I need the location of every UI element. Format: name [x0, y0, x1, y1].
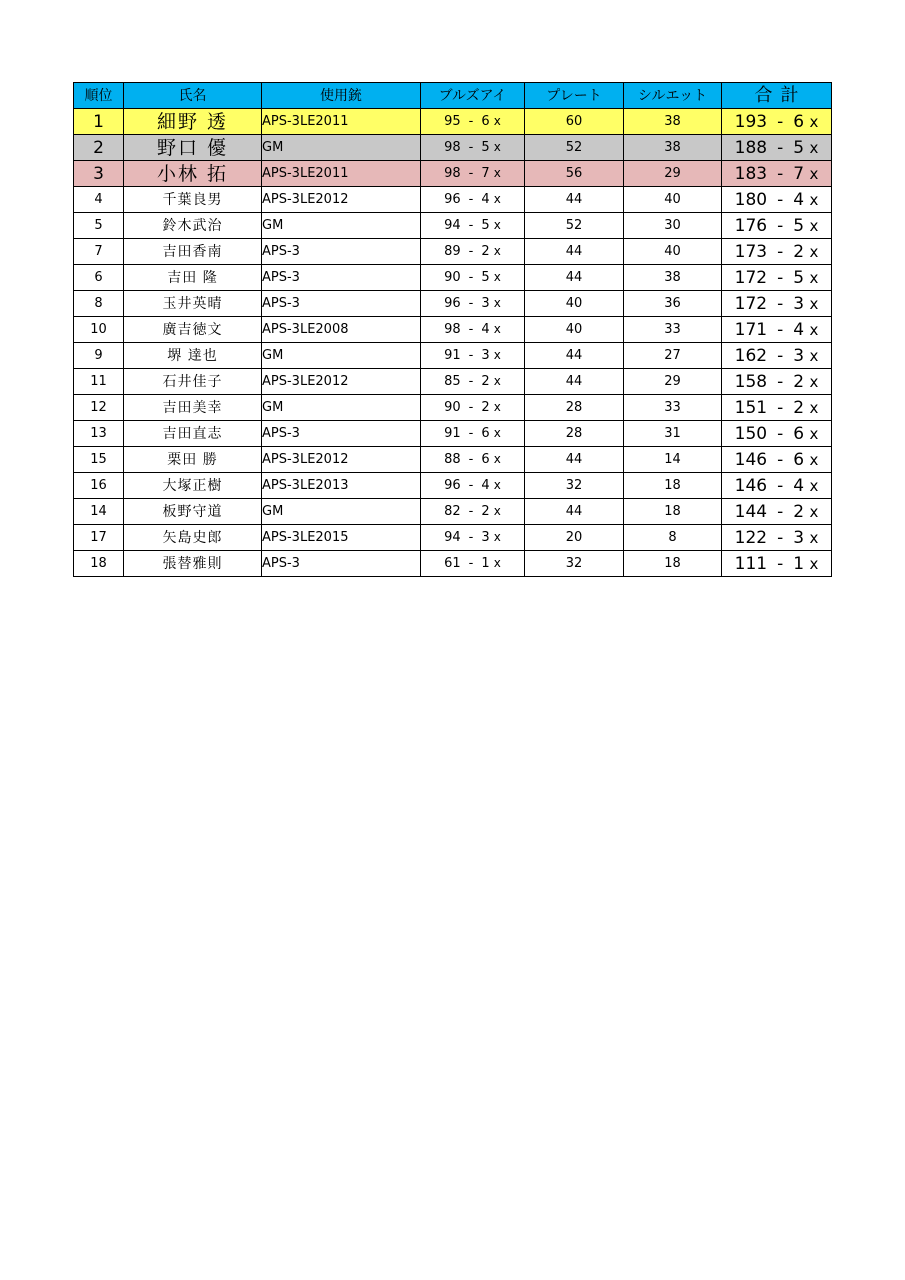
- results-body: [74, 109, 832, 577]
- plate-cell: 32: [525, 473, 624, 499]
- total-score: 150: [734, 423, 768, 444]
- total-x-count: 3: [793, 527, 805, 548]
- gun-cell: GM: [262, 395, 421, 421]
- rank-cell: 4: [74, 187, 124, 213]
- x-label: x: [493, 322, 501, 336]
- rank-cell: 9: [74, 343, 124, 369]
- total-score: 122: [734, 527, 768, 548]
- name-cell: 矢島史郎: [124, 525, 262, 551]
- gun-cell: APS-3: [262, 239, 421, 265]
- plate-cell: 44: [525, 447, 624, 473]
- rank-cell: 16: [74, 473, 124, 499]
- bullseye-score: 96: [444, 192, 461, 207]
- gun-cell: APS-3: [262, 421, 421, 447]
- bullseye-x-count: 4: [481, 478, 490, 493]
- bullseye-score: 98: [444, 322, 461, 337]
- table-row: [74, 421, 832, 447]
- dash: -: [468, 296, 474, 311]
- bullseye-cell: [421, 161, 525, 187]
- x-label: x: [809, 112, 819, 131]
- total-x-count: 6: [793, 449, 805, 470]
- gun-cell: APS-3: [262, 551, 421, 577]
- total-score: 158: [734, 371, 768, 392]
- total-score: 188: [734, 137, 768, 158]
- x-label: x: [809, 320, 819, 339]
- silhouette-cell: 14: [624, 447, 722, 473]
- silhouette-cell: 36: [624, 291, 722, 317]
- results-table: [73, 82, 832, 577]
- rank-cell: 18: [74, 551, 124, 577]
- gun-cell: GM: [262, 135, 421, 161]
- bullseye-score: 82: [444, 504, 461, 519]
- bullseye-score: 91: [444, 426, 461, 441]
- dash: -: [468, 452, 474, 467]
- bullseye-x-count: 3: [481, 348, 490, 363]
- bullseye-cell: [421, 343, 525, 369]
- dash: -: [468, 166, 474, 181]
- bullseye-cell: [421, 473, 525, 499]
- table-row: [74, 187, 832, 213]
- gun-cell: APS-3LE2011: [262, 109, 421, 135]
- gun-cell: APS-3: [262, 265, 421, 291]
- x-label: x: [809, 398, 819, 417]
- name-cell: 吉田香南: [124, 239, 262, 265]
- total-cell: [722, 213, 832, 239]
- x-label: x: [493, 478, 501, 492]
- dash: -: [777, 345, 784, 366]
- gun-cell: APS-3LE2012: [262, 447, 421, 473]
- x-label: x: [809, 242, 819, 261]
- x-label: x: [809, 450, 819, 469]
- x-label: x: [493, 400, 501, 414]
- dash: -: [777, 423, 784, 444]
- table-row: [74, 551, 832, 577]
- bullseye-x-count: 6: [481, 452, 490, 467]
- name-cell: 野口 優: [124, 135, 262, 161]
- silhouette-cell: 33: [624, 317, 722, 343]
- dash: -: [777, 163, 784, 184]
- bullseye-cell: [421, 525, 525, 551]
- x-label: x: [493, 140, 501, 154]
- dash: -: [777, 371, 784, 392]
- name-cell: 堺 達也: [124, 343, 262, 369]
- x-label: x: [809, 372, 819, 391]
- dash: -: [468, 192, 474, 207]
- total-cell: [722, 343, 832, 369]
- rank-cell: 7: [74, 239, 124, 265]
- bullseye-score: 85: [444, 374, 461, 389]
- name-cell: 張替雅則: [124, 551, 262, 577]
- name-cell: 吉田美幸: [124, 395, 262, 421]
- total-cell: [722, 291, 832, 317]
- x-label: x: [493, 296, 501, 310]
- total-cell: [722, 187, 832, 213]
- total-x-count: 7: [793, 163, 805, 184]
- table-row: [74, 395, 832, 421]
- total-score: 173: [734, 241, 768, 262]
- x-label: x: [809, 554, 819, 573]
- table-row: [74, 291, 832, 317]
- x-label: x: [493, 504, 501, 518]
- total-x-count: 3: [793, 293, 805, 314]
- bullseye-score: 94: [444, 218, 461, 233]
- dash: -: [468, 530, 474, 545]
- total-x-count: 6: [793, 111, 805, 132]
- x-label: x: [809, 502, 819, 521]
- table-row: [74, 135, 832, 161]
- x-label: x: [493, 374, 501, 388]
- total-cell: [722, 109, 832, 135]
- header-gun: 使用銃: [262, 83, 421, 109]
- silhouette-cell: 31: [624, 421, 722, 447]
- silhouette-cell: 38: [624, 109, 722, 135]
- gun-cell: APS-3LE2012: [262, 187, 421, 213]
- dash: -: [777, 475, 784, 496]
- bullseye-cell: [421, 109, 525, 135]
- x-label: x: [809, 528, 819, 547]
- total-x-count: 6: [793, 423, 805, 444]
- total-cell: [722, 135, 832, 161]
- x-label: x: [809, 190, 819, 209]
- x-label: x: [493, 530, 501, 544]
- dash: -: [468, 400, 474, 415]
- x-label: x: [809, 268, 819, 287]
- bullseye-x-count: 1: [481, 556, 490, 571]
- total-score: 144: [734, 501, 768, 522]
- dash: -: [777, 241, 784, 262]
- x-label: x: [809, 346, 819, 365]
- table-row: [74, 109, 832, 135]
- x-label: x: [493, 426, 501, 440]
- bullseye-cell: [421, 499, 525, 525]
- dash: -: [468, 504, 474, 519]
- total-score: 151: [734, 397, 768, 418]
- total-score: 111: [734, 553, 768, 574]
- total-x-count: 4: [793, 319, 805, 340]
- bullseye-cell: [421, 291, 525, 317]
- bullseye-x-count: 2: [481, 374, 490, 389]
- name-cell: 石井佳子: [124, 369, 262, 395]
- rank-cell: 1: [74, 109, 124, 135]
- name-cell: 廣吉徳文: [124, 317, 262, 343]
- dash: -: [468, 426, 474, 441]
- rank-cell: 10: [74, 317, 124, 343]
- plate-cell: 44: [525, 265, 624, 291]
- dash: -: [777, 553, 784, 574]
- dash: -: [468, 114, 474, 129]
- total-score: 176: [734, 215, 768, 236]
- total-x-count: 2: [793, 241, 805, 262]
- bullseye-x-count: 5: [481, 140, 490, 155]
- gun-cell: GM: [262, 499, 421, 525]
- bullseye-score: 91: [444, 348, 461, 363]
- silhouette-cell: 27: [624, 343, 722, 369]
- bullseye-x-count: 2: [481, 400, 490, 415]
- bullseye-score: 95: [444, 114, 461, 129]
- bullseye-score: 89: [444, 244, 461, 259]
- total-x-count: 2: [793, 501, 805, 522]
- total-cell: [722, 447, 832, 473]
- bullseye-x-count: 4: [481, 322, 490, 337]
- bullseye-score: 98: [444, 166, 461, 181]
- dash: -: [777, 501, 784, 522]
- plate-cell: 20: [525, 525, 624, 551]
- bullseye-cell: [421, 421, 525, 447]
- rank-cell: 6: [74, 265, 124, 291]
- silhouette-cell: 40: [624, 187, 722, 213]
- dash: -: [777, 215, 784, 236]
- plate-cell: 44: [525, 239, 624, 265]
- total-x-count: 2: [793, 371, 805, 392]
- bullseye-x-count: 3: [481, 296, 490, 311]
- total-score: 162: [734, 345, 768, 366]
- rank-cell: 3: [74, 161, 124, 187]
- silhouette-cell: 29: [624, 369, 722, 395]
- dash: -: [777, 527, 784, 548]
- dash: -: [468, 270, 474, 285]
- x-label: x: [809, 216, 819, 235]
- x-label: x: [493, 244, 501, 258]
- bullseye-x-count: 2: [481, 504, 490, 519]
- rank-cell: 13: [74, 421, 124, 447]
- dash: -: [777, 319, 784, 340]
- total-score: 193: [734, 111, 768, 132]
- table-row: [74, 473, 832, 499]
- table-row: [74, 265, 832, 291]
- silhouette-cell: 8: [624, 525, 722, 551]
- rank-cell: 11: [74, 369, 124, 395]
- bullseye-x-count: 5: [481, 270, 490, 285]
- silhouette-cell: 38: [624, 265, 722, 291]
- bullseye-cell: [421, 551, 525, 577]
- bullseye-score: 88: [444, 452, 461, 467]
- silhouette-cell: 38: [624, 135, 722, 161]
- table-row: [74, 161, 832, 187]
- total-x-count: 4: [793, 475, 805, 496]
- dash: -: [777, 137, 784, 158]
- total-cell: [722, 421, 832, 447]
- bullseye-cell: [421, 395, 525, 421]
- bullseye-score: 90: [444, 400, 461, 415]
- total-cell: [722, 395, 832, 421]
- dash: -: [777, 189, 784, 210]
- x-label: x: [493, 114, 501, 128]
- total-cell: [722, 317, 832, 343]
- dash: -: [468, 322, 474, 337]
- total-score: 183: [734, 163, 768, 184]
- x-label: x: [493, 452, 501, 466]
- bullseye-cell: [421, 369, 525, 395]
- silhouette-cell: 33: [624, 395, 722, 421]
- plate-cell: 56: [525, 161, 624, 187]
- name-cell: 小林 拓: [124, 161, 262, 187]
- total-x-count: 2: [793, 397, 805, 418]
- dash: -: [468, 218, 474, 233]
- total-x-count: 1: [793, 553, 805, 574]
- plate-cell: 28: [525, 421, 624, 447]
- total-score: 180: [734, 189, 768, 210]
- plate-cell: 40: [525, 291, 624, 317]
- total-cell: [722, 551, 832, 577]
- plate-cell: 60: [525, 109, 624, 135]
- x-label: x: [809, 164, 819, 183]
- bullseye-cell: [421, 213, 525, 239]
- bullseye-cell: [421, 265, 525, 291]
- rank-cell: 8: [74, 291, 124, 317]
- bullseye-score: 98: [444, 140, 461, 155]
- dash: -: [777, 111, 784, 132]
- gun-cell: APS-3LE2012: [262, 369, 421, 395]
- total-x-count: 5: [793, 137, 805, 158]
- bullseye-x-count: 4: [481, 192, 490, 207]
- silhouette-cell: 40: [624, 239, 722, 265]
- header-plate: プレート: [525, 83, 624, 109]
- total-cell: [722, 239, 832, 265]
- bullseye-cell: [421, 135, 525, 161]
- bullseye-x-count: 6: [481, 114, 490, 129]
- dash: -: [777, 293, 784, 314]
- name-cell: 吉田直志: [124, 421, 262, 447]
- gun-cell: APS-3LE2008: [262, 317, 421, 343]
- bullseye-cell: [421, 239, 525, 265]
- rank-cell: 12: [74, 395, 124, 421]
- total-cell: [722, 499, 832, 525]
- bullseye-x-count: 6: [481, 426, 490, 441]
- table-row: [74, 239, 832, 265]
- dash: -: [468, 348, 474, 363]
- dash: -: [777, 267, 784, 288]
- dash: -: [777, 449, 784, 470]
- total-cell: [722, 525, 832, 551]
- silhouette-cell: 30: [624, 213, 722, 239]
- total-x-count: 5: [793, 215, 805, 236]
- gun-cell: GM: [262, 343, 421, 369]
- x-label: x: [493, 270, 501, 284]
- gun-cell: APS-3LE2011: [262, 161, 421, 187]
- total-cell: [722, 369, 832, 395]
- total-score: 171: [734, 319, 768, 340]
- x-label: x: [809, 294, 819, 313]
- plate-cell: 52: [525, 213, 624, 239]
- bullseye-x-count: 3: [481, 530, 490, 545]
- header-silhouette: シルエット: [624, 83, 722, 109]
- dash: -: [468, 140, 474, 155]
- name-cell: 千葉良男: [124, 187, 262, 213]
- bullseye-x-count: 2: [481, 244, 490, 259]
- gun-cell: APS-3: [262, 291, 421, 317]
- total-score: 172: [734, 267, 768, 288]
- total-score: 146: [734, 475, 768, 496]
- total-x-count: 3: [793, 345, 805, 366]
- rank-cell: 14: [74, 499, 124, 525]
- x-label: x: [809, 138, 819, 157]
- table-row: [74, 525, 832, 551]
- bullseye-x-count: 7: [481, 166, 490, 181]
- silhouette-cell: 18: [624, 473, 722, 499]
- plate-cell: 32: [525, 551, 624, 577]
- plate-cell: 44: [525, 369, 624, 395]
- total-x-count: 4: [793, 189, 805, 210]
- header-row: [74, 83, 832, 109]
- x-label: x: [809, 424, 819, 443]
- bullseye-x-count: 5: [481, 218, 490, 233]
- name-cell: 栗田 勝: [124, 447, 262, 473]
- name-cell: 板野守道: [124, 499, 262, 525]
- plate-cell: 44: [525, 343, 624, 369]
- results-sheet: [73, 82, 832, 577]
- bullseye-cell: [421, 187, 525, 213]
- bullseye-score: 61: [444, 556, 461, 571]
- rank-cell: 17: [74, 525, 124, 551]
- x-label: x: [493, 218, 501, 232]
- rank-cell: 5: [74, 213, 124, 239]
- plate-cell: 28: [525, 395, 624, 421]
- bullseye-cell: [421, 317, 525, 343]
- header-rank: 順位: [74, 83, 124, 109]
- plate-cell: 52: [525, 135, 624, 161]
- total-cell: [722, 473, 832, 499]
- dash: -: [777, 397, 784, 418]
- dash: -: [468, 478, 474, 493]
- silhouette-cell: 29: [624, 161, 722, 187]
- rank-cell: 15: [74, 447, 124, 473]
- bullseye-cell: [421, 447, 525, 473]
- total-x-count: 5: [793, 267, 805, 288]
- table-row: [74, 369, 832, 395]
- total-score: 172: [734, 293, 768, 314]
- plate-cell: 40: [525, 317, 624, 343]
- x-label: x: [809, 476, 819, 495]
- bullseye-score: 96: [444, 478, 461, 493]
- rank-cell: 2: [74, 135, 124, 161]
- gun-cell: APS-3LE2015: [262, 525, 421, 551]
- name-cell: 玉井英晴: [124, 291, 262, 317]
- x-label: x: [493, 348, 501, 362]
- dash: -: [468, 244, 474, 259]
- x-label: x: [493, 166, 501, 180]
- name-cell: 大塚正樹: [124, 473, 262, 499]
- dash: -: [468, 374, 474, 389]
- bullseye-score: 90: [444, 270, 461, 285]
- silhouette-cell: 18: [624, 551, 722, 577]
- name-cell: 吉田 隆: [124, 265, 262, 291]
- table-row: [74, 499, 832, 525]
- total-score: 146: [734, 449, 768, 470]
- header-total: 合計: [722, 83, 832, 109]
- plate-cell: 44: [525, 499, 624, 525]
- bullseye-score: 96: [444, 296, 461, 311]
- table-row: [74, 343, 832, 369]
- x-label: x: [493, 192, 501, 206]
- name-cell: 細野 透: [124, 109, 262, 135]
- total-cell: [722, 265, 832, 291]
- name-cell: 鈴木武治: [124, 213, 262, 239]
- gun-cell: GM: [262, 213, 421, 239]
- table-row: [74, 447, 832, 473]
- silhouette-cell: 18: [624, 499, 722, 525]
- table-row: [74, 213, 832, 239]
- header-name: 氏名: [124, 83, 262, 109]
- total-cell: [722, 161, 832, 187]
- x-label: x: [493, 556, 501, 570]
- table-row: [74, 317, 832, 343]
- dash: -: [468, 556, 474, 571]
- bullseye-score: 94: [444, 530, 461, 545]
- plate-cell: 44: [525, 187, 624, 213]
- header-bullseye: ブルズアイ: [421, 83, 525, 109]
- gun-cell: APS-3LE2013: [262, 473, 421, 499]
